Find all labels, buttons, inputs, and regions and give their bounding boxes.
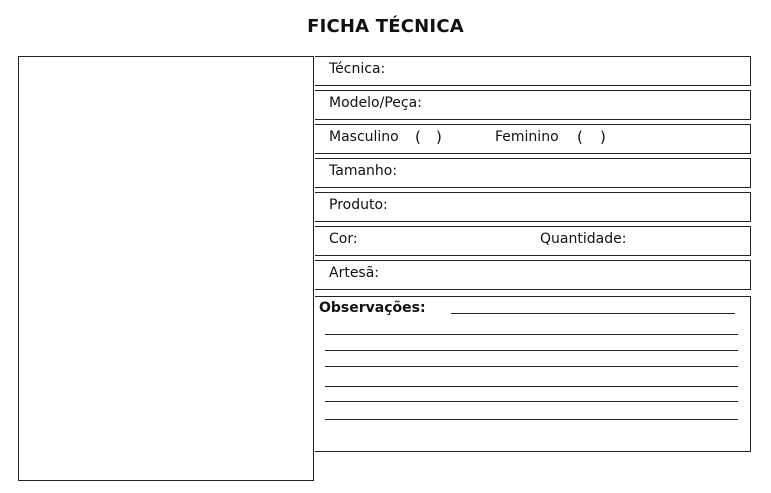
field-cor-quantidade[interactable] <box>315 226 751 256</box>
field-genero <box>315 124 751 154</box>
observacoes-box[interactable] <box>315 296 751 452</box>
masculino-checkbox-close[interactable]: ) <box>436 128 442 146</box>
field-tecnica[interactable] <box>315 56 751 86</box>
feminino-checkbox-close[interactable]: ) <box>600 128 606 146</box>
field-tamanho[interactable] <box>315 158 751 188</box>
page-title: FICHA TÉCNICA <box>307 16 464 37</box>
masculino-checkbox-open[interactable]: ( <box>415 128 421 146</box>
field-modelo-peca[interactable] <box>315 90 751 120</box>
writing-line <box>325 350 738 351</box>
cor-label: Cor: <box>329 231 358 247</box>
tamanho-label: Tamanho: <box>329 163 398 179</box>
field-produto[interactable] <box>315 192 751 222</box>
writing-line <box>325 401 738 402</box>
artesa-label: Artesã: <box>329 265 380 281</box>
writing-line <box>325 366 738 367</box>
writing-line <box>325 386 738 387</box>
field-artesa[interactable] <box>315 260 751 290</box>
modelo-peca-label: Modelo/Peça: <box>329 95 422 111</box>
tecnica-label: Técnica: <box>329 61 386 77</box>
masculino-label: Masculino <box>329 129 399 145</box>
photo-box[interactable] <box>18 56 314 481</box>
quantidade-label: Quantidade: <box>540 231 627 247</box>
produto-label: Produto: <box>329 197 388 213</box>
writing-line <box>451 313 735 314</box>
feminino-checkbox-open[interactable]: ( <box>577 128 583 146</box>
writing-line <box>325 419 738 420</box>
writing-line <box>325 334 738 335</box>
feminino-label: Feminino <box>495 129 559 145</box>
observacoes-label: Observações: <box>319 300 426 316</box>
